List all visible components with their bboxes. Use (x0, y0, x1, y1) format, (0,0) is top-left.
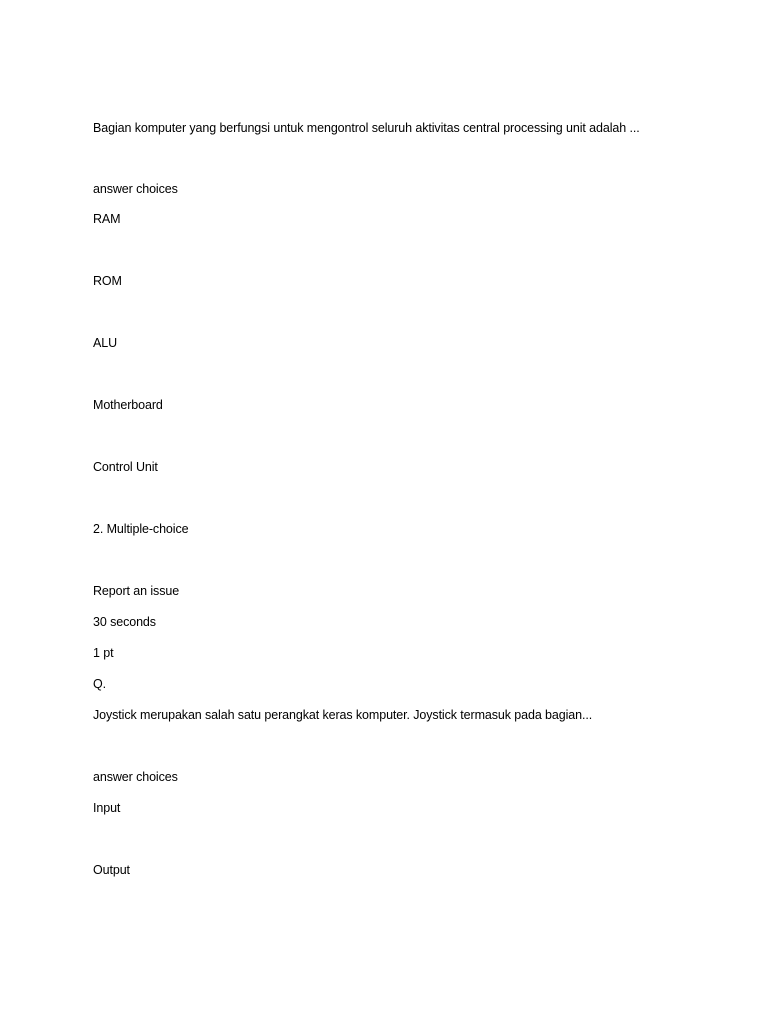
time-limit-text: 30 seconds (93, 615, 156, 629)
question-label: Q. (93, 677, 106, 691)
question-2-answer-choices-label: answer choices (93, 770, 178, 784)
question-1-choice-rom: ROM (93, 274, 122, 288)
question-2-header: 2. Multiple-choice (93, 522, 189, 536)
report-issue-text: Report an issue (93, 584, 180, 598)
question-1-answer-choices-label: answer choices (93, 182, 178, 196)
question-1-choice-alu: ALU (93, 336, 118, 350)
question-1-choice-ram: RAM (93, 212, 121, 226)
points-text: 1 pt (93, 646, 114, 660)
question-2-choice-output: Output (93, 863, 130, 877)
question-1-text: Bagian komputer yang berfungsi untuk mengontrol seluruh aktivitas central processing unit adalah ... (93, 121, 640, 135)
question-2-choice-input: Input (93, 801, 121, 815)
question-2-text: Joystick merupakan salah satu perangkat keras komputer. Joystick termasuk pada bagian... (93, 708, 593, 722)
question-1-choice-control-unit: Control Unit (93, 460, 158, 474)
question-1-choice-motherboard: Motherboard (93, 398, 163, 412)
